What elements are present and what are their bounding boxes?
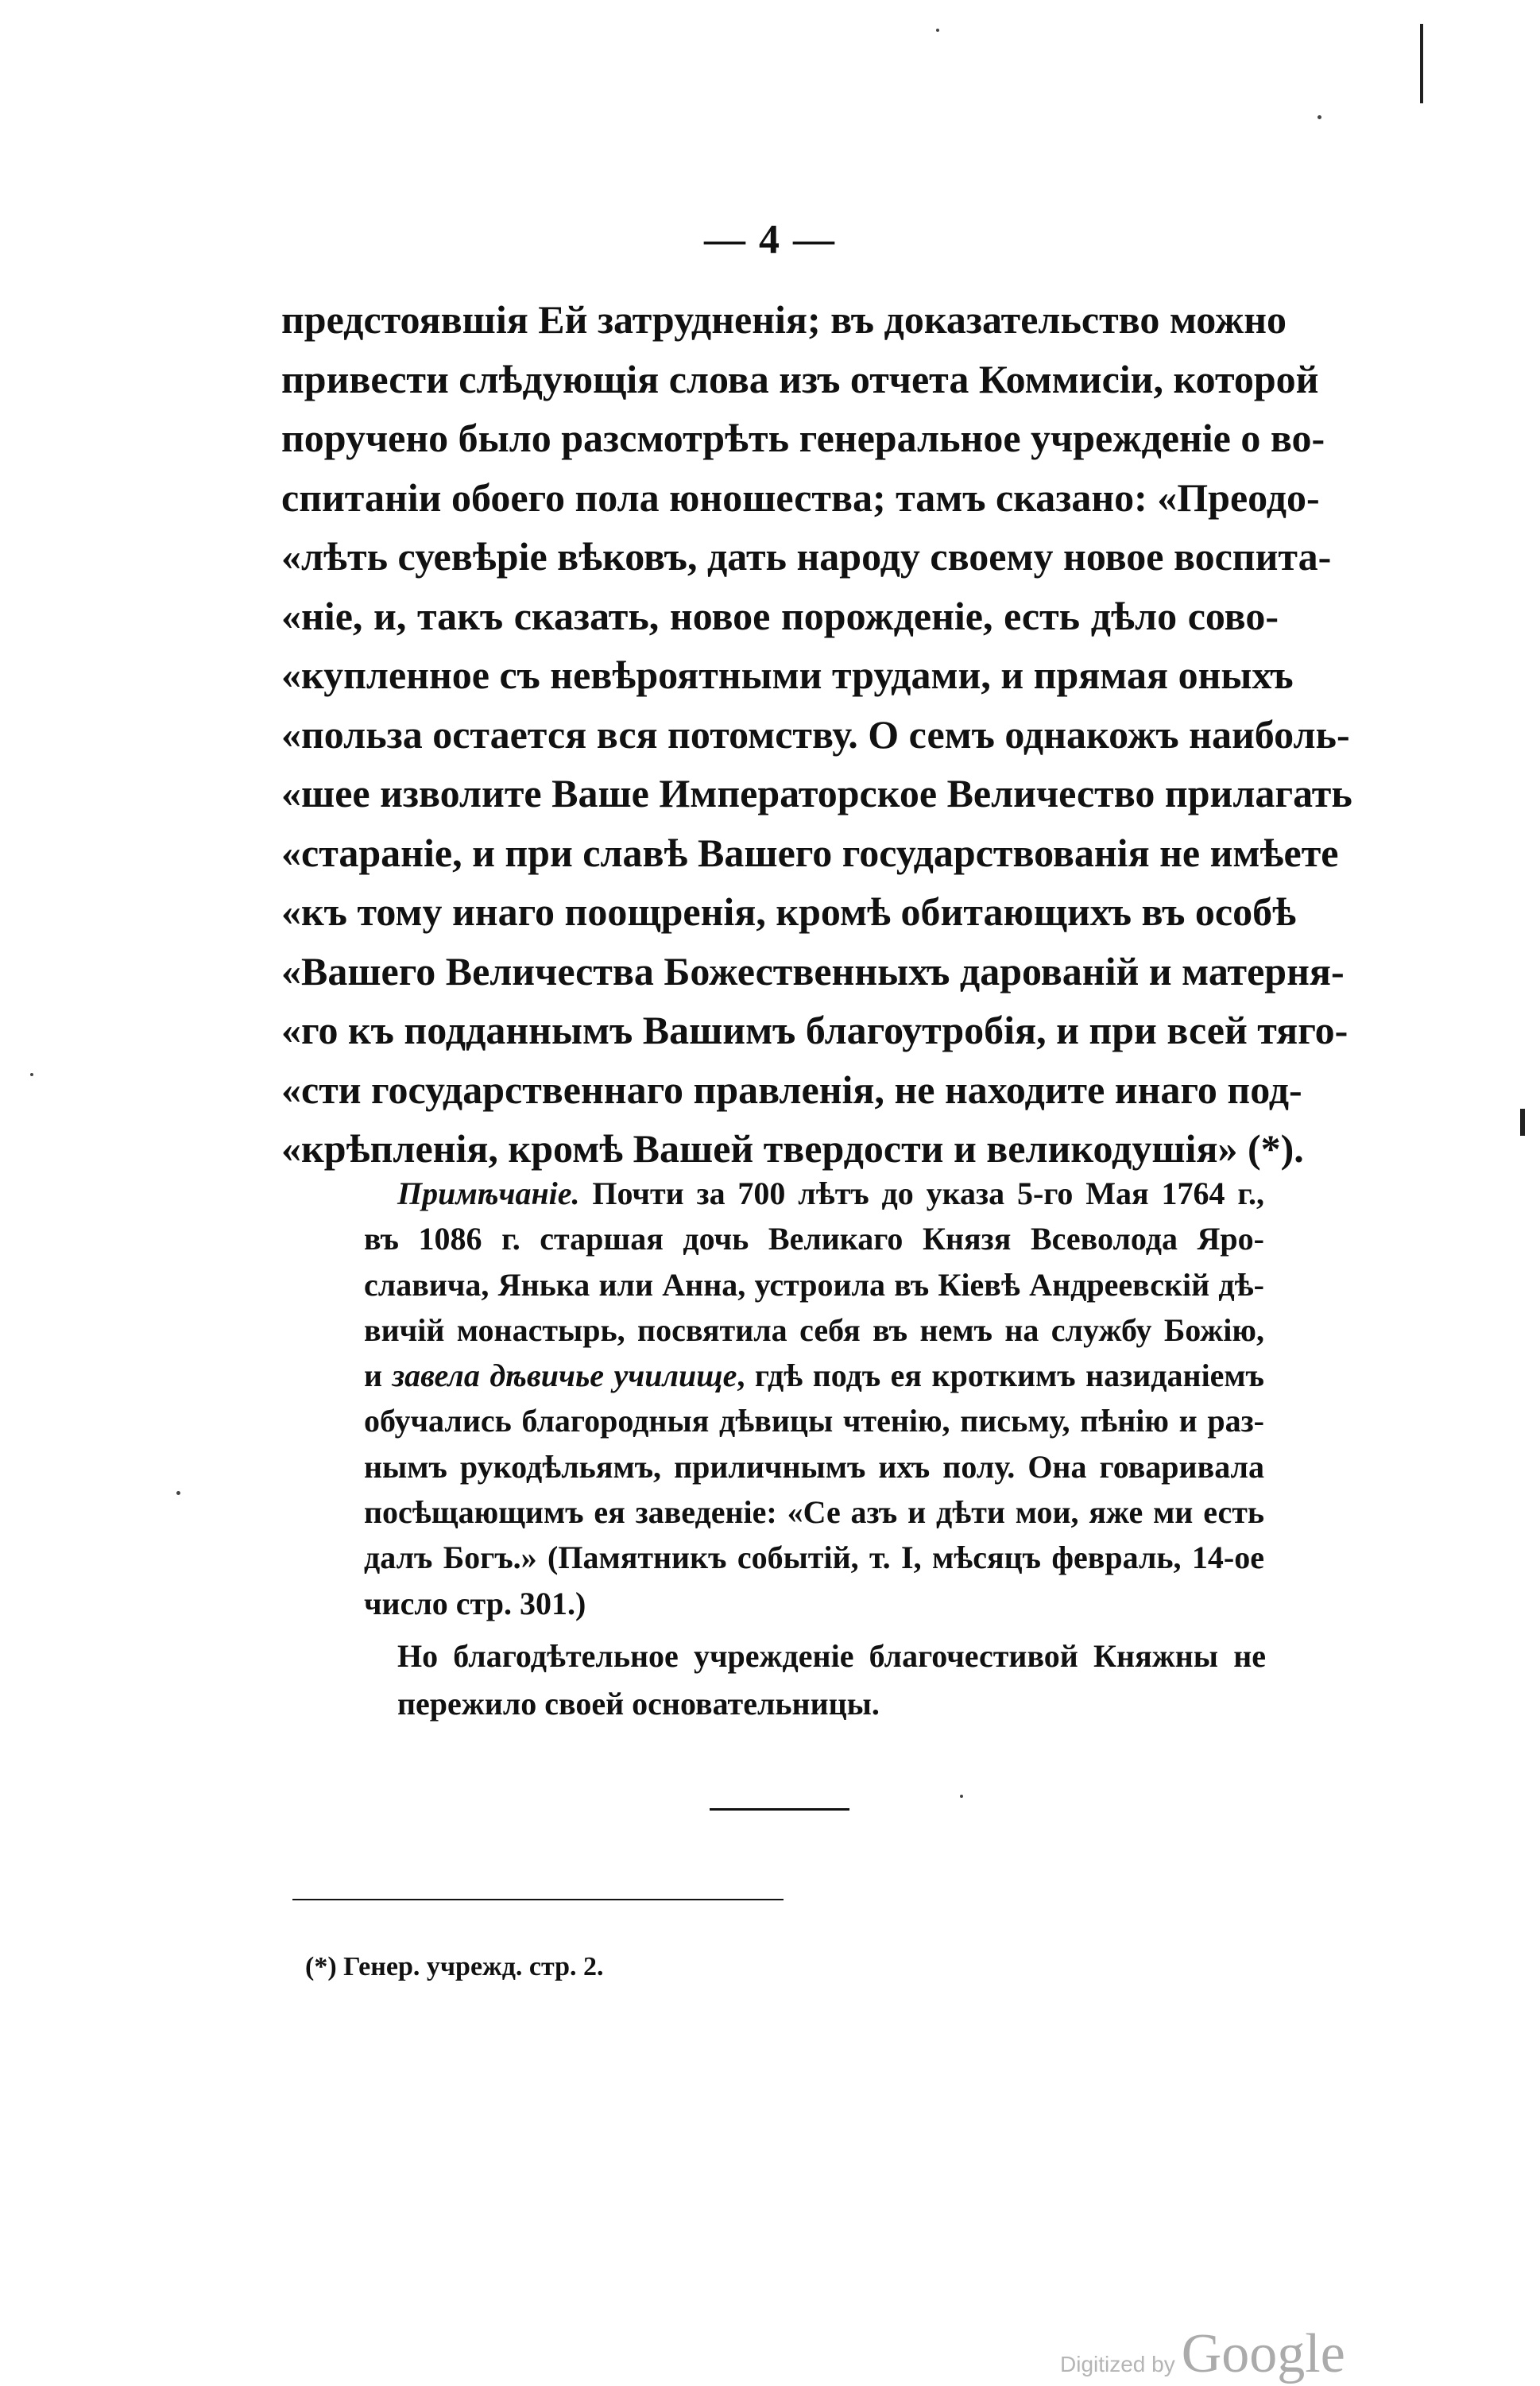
- watermark-prefix: Digitized by: [1060, 2352, 1175, 2376]
- scan-speck: [960, 1795, 963, 1798]
- text-line: поручено было разсмотрѣть генеральное учрежденіе о во-: [281, 416, 1325, 460]
- main-paragraph: [281, 290, 1352, 1179]
- text-line: «крѣпленія, кромѣ Вашей твердости и великодушія» (*).: [281, 1126, 1304, 1171]
- page-number: — 4 —: [704, 217, 836, 262]
- note-text: , гдѣ подъ ея кроткимъ назиданіемъ: [737, 1358, 1264, 1394]
- note-line: славича, Янька или Анна, устроила въ Кіевѣ Андреевскій дѣ-: [364, 1266, 1264, 1303]
- text-line: «польза остается вся потомству. О семъ однакожъ наиболь-: [281, 711, 1350, 757]
- note-line: вичій монастырь, посвятила себя въ немъ на службу Божію,: [364, 1311, 1264, 1348]
- text-line: «лѣть суевѣріе вѣковъ, дать народу своему новое воспита-: [281, 534, 1332, 579]
- note-line: число стр. 301.): [364, 1585, 586, 1621]
- scan-edge-mark: [1420, 24, 1423, 103]
- text-line: «го къ подданнымъ Вашимъ благоутробія, и при всей тяго-: [281, 1008, 1348, 1052]
- closing-paragraph: [397, 1633, 1266, 1728]
- google-logo: Google: [1181, 2323, 1345, 2384]
- text-line: предстоявшія Ей затрудненія; въ доказательство можно: [281, 297, 1287, 342]
- note-text: Почти за 700 лѣтъ до указа 5-го Мая 1764 г.,: [579, 1176, 1264, 1211]
- text-line: привести слѣдующія слова изъ отчета Коммисіи, которой: [281, 356, 1319, 401]
- scan-speck: [176, 1491, 180, 1495]
- text-line: «шее изволите Ваше Императорское Величество прилагать: [281, 771, 1352, 815]
- scan-speck: [936, 29, 939, 32]
- scan-edge-mark: [1520, 1109, 1525, 1136]
- note-line: далъ Богъ.» (Памятникъ событій, т. I, мѣсяцъ февраль, 14-ое: [364, 1540, 1264, 1576]
- note-line: посѣщающимъ ея заведеніе: «Се азъ и дѣти мои, яже ми есть: [364, 1494, 1264, 1531]
- text-line: «ніе, и, такъ сказать, новое порожденіе, есть дѣло сово-: [281, 593, 1279, 638]
- note-line: [397, 1171, 1264, 1216]
- text-line: спитаніи обоего пола юношества; тамъ сказано: «Преодо-: [281, 474, 1320, 520]
- closing-line: пережило своей основательницы.: [397, 1686, 880, 1722]
- note-label: Примѣчаніе.: [397, 1176, 580, 1211]
- note-line: нымъ рукодѣльямъ, приличнымъ ихъ полу. Она говаривала: [364, 1448, 1264, 1485]
- scan-speck: [30, 1073, 33, 1076]
- text-line: «стараніе, и при славѣ Вашего государствованія не имѣете: [281, 830, 1339, 875]
- text-line: «къ тому инаго поощренія, кромѣ обитающихъ въ особѣ: [281, 889, 1297, 934]
- text-line: «сти государственнаго правленія, не находите инаго под-: [281, 1067, 1302, 1112]
- note-text: и: [364, 1358, 393, 1394]
- note-block: [364, 1171, 1264, 1626]
- footnote-rule: [292, 1899, 784, 1900]
- note-italic-phrase: завела дѣвичье училище: [392, 1358, 737, 1394]
- text-line: «купленное съ невѣроятными трудами, и прямая оныхъ: [281, 653, 1294, 697]
- note-line: въ 1086 г. старшая дочь Великаго Князя Всеволода Яро-: [364, 1221, 1264, 1257]
- scan-speck: [1318, 115, 1321, 119]
- digitized-watermark: [1060, 2322, 1345, 2386]
- note-line: [364, 1353, 1264, 1398]
- text-line: «Вашего Величества Божественныхъ дарованій и матерня-: [281, 948, 1345, 994]
- section-separator: [710, 1808, 849, 1811]
- note-line: обучались благородныя дѣвицы чтенію, письму, пѣнію и раз-: [364, 1403, 1264, 1439]
- closing-line: Но благодѣтельное учрежденіе благочестивой Княжны не: [397, 1638, 1266, 1674]
- footnote: (*) Генер. учрежд. стр. 2.: [305, 1952, 604, 1981]
